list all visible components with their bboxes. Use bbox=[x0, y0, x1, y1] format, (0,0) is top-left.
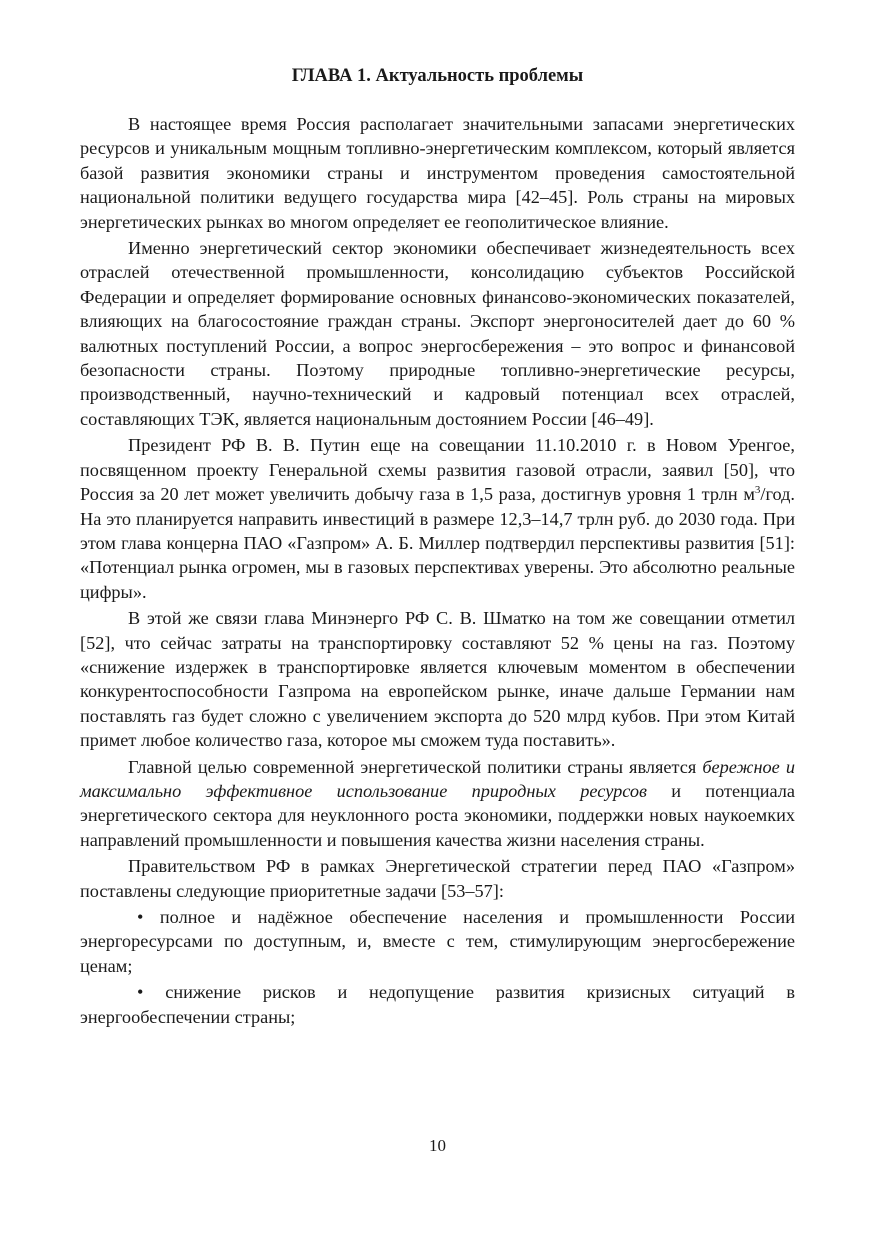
bullet-item bbox=[80, 905, 795, 978]
superscript: 3 bbox=[754, 484, 761, 497]
paragraph-text: Главной целью современной энергетической политики страны является bbox=[128, 756, 703, 777]
bullet-item bbox=[80, 980, 795, 1029]
paragraph bbox=[80, 433, 795, 604]
page-number: 10 bbox=[429, 1136, 446, 1155]
paragraph-text: Президент РФ В. В. Путин еще на совещании 11.10.2010 г. в Новом Уренгое, посвященном проекту Генеральной схемы развития газовой отрасли, заявил [50], что Россия за 20 лет может увеличить добычу газа в 1,5 раза, достигнув уровня 1 трлн м bbox=[80, 435, 795, 505]
bullet-text: полное и надёжное обеспечение населения и промышленности России энергоресурсами по доступным, и, вместе с тем, стимулирующим энергосбережение ценам; bbox=[80, 907, 795, 976]
paragraph bbox=[80, 755, 795, 853]
paragraph: В настоящее время Россия располагает значительными запасами энергетических ресурсов и уникальным мощным топливно-энергетическим комплексом, который является базой развития экономики страны и инструментом проведения самостоятельной национальной политики ведущего государства мира [42–45]. Роль страны на мировых энергетических рынках во многом определяет ее геополитическое влияние. bbox=[80, 114, 795, 232]
body-text bbox=[80, 112, 795, 1031]
bullet-text: снижение рисков и недопущение развития кризисных ситуаций в энергообеспечении страны; bbox=[80, 982, 795, 1027]
paragraph: В этой же связи глава Минэнерго РФ С. В. Шматко на том же совещании отметил [52], что сейчас затраты на транспортировку составляют 52 % цены на газ. Поэтому «снижение издержек в транспортировке является ключевым моментом в обеспечении конкурентоспособности Газпрома на европейском рынке, иначе дальше Германии нам поставлять газ будет сложно с увеличением экспорта до 520 млрд кубов. При этом Китай примет любое количество газа, которое мы сможем туда поставить». bbox=[80, 608, 795, 751]
bullet-icon: • bbox=[137, 982, 144, 1003]
paragraph-text: /год. На это планируется направить инвестиций в размере 12,3–14,7 трлн руб. до 2030 года. При этом глава концерна ПАО «Газпром» А. Б. Миллер подтвердил перспективы развития [51]: «Потенциал рынка огромен, мы в газовых перспективах уверены. Это абсолютно реальные цифры». bbox=[80, 484, 795, 602]
emphasis-text: бережное и максимально эффективное использование природных ресурсов bbox=[80, 756, 795, 801]
chapter-title: ГЛАВА 1. Актуальность проблемы bbox=[291, 66, 584, 86]
paragraph-text: и потенциала энергетического сектора для неуклонного роста экономики, поддержки новых наукоемких направлений промышленности и повышения качества жизни населения страны. bbox=[80, 780, 795, 850]
paragraph: Правительством РФ в рамках Энергетической стратегии перед ПАО «Газпром» поставлены следующие приоритетные задачи [53–57]: bbox=[80, 856, 795, 901]
paragraph: Именно энергетический сектор экономики обеспечивает жизнедеятельность всех отраслей отечественной промышленности, консолидацию субъектов Российской Федерации и определяет формирование основных финансово-экономических показателей, влияющих на благосостояние граждан страны. Экспорт энергоносителей дает до 60 % валютных поступлений России, а вопрос энергосбережения – это вопрос и финансовой безопасности страны. Поэтому природные топливно-энергетические ресурсы, производственный, научно-технический и кадровый потенциал всех отраслей, составляющих ТЭК, является национальным достоянием России [46–49]. bbox=[80, 238, 795, 429]
bullet-icon: • bbox=[137, 907, 144, 927]
